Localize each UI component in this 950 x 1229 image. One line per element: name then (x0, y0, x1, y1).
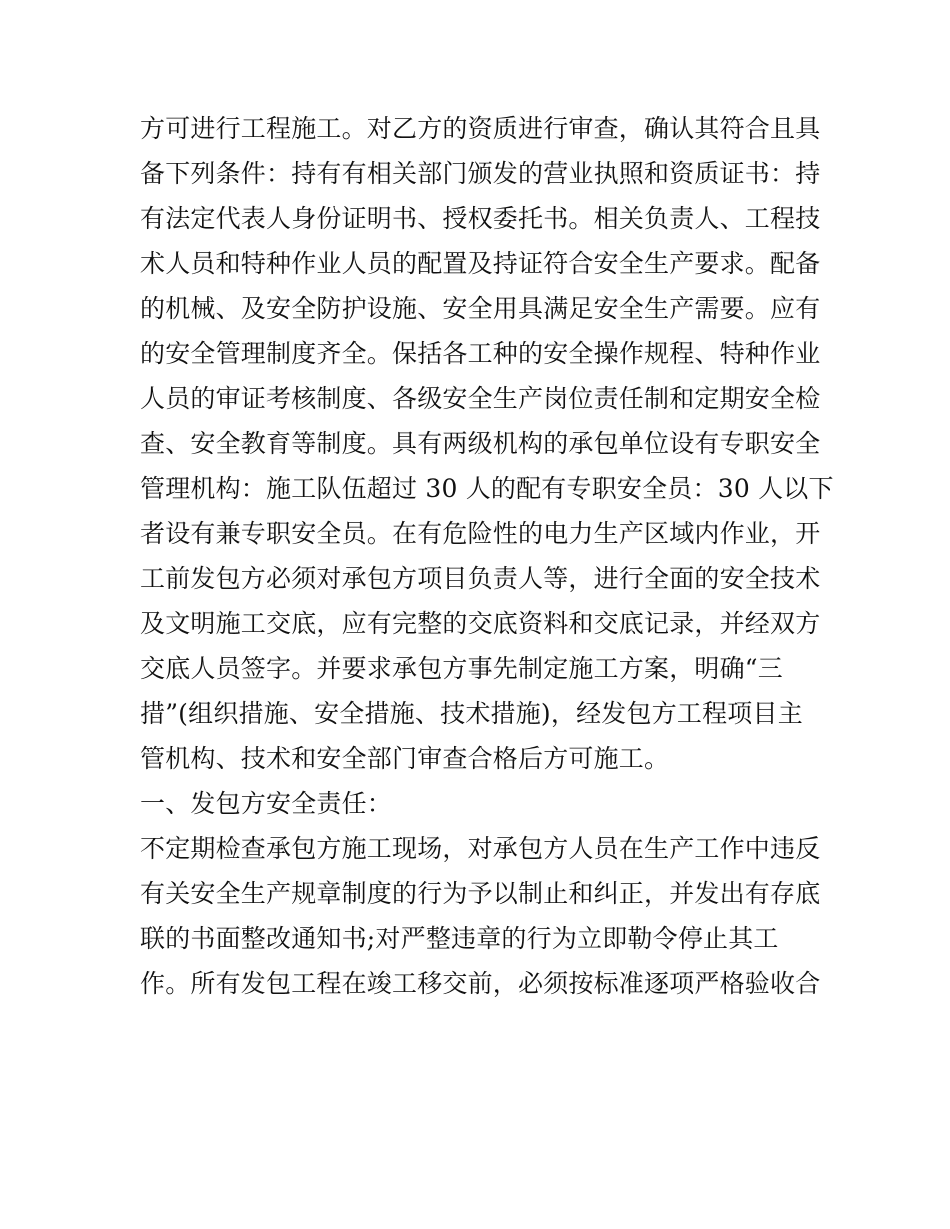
text-line-20: 作。所有发包工程在竣工移交前，必须按标准逐项严格验收合 (140, 969, 821, 998)
text-line-14: 措”(组织措施、安全措施、技术措施)，经发包方工程项目主 (140, 699, 803, 728)
text-line-9: 管理机构：施工队伍超过 30 人的配有专职安全员：30 人以下 (140, 474, 834, 503)
text-line-3: 有法定代表人身份证明书、授权委托书。相关负责人、工程技 (140, 204, 821, 233)
text-line-11: 工前发包方必须对承包方项目负责人等，进行全面的安全技术 (140, 564, 821, 593)
text-line-12: 及文明施工交底，应有完整的交底资料和交底记录，并经双方 (140, 609, 821, 638)
text-line-1: 方可进行工程施工。对乙方的资质进行审查，确认其符合且具 (140, 114, 821, 143)
text-line-17: 不定期检查承包方施工现场，对承包方人员在生产工作中违反 (140, 834, 821, 863)
text-line-15: 管机构、技术和安全部门审查合格后方可施工。 (140, 744, 670, 773)
text-line-19: 联的书面整改通知书;对严整违章的行为立即勒令停止其工 (140, 924, 779, 953)
text-line-18: 有关安全生产规章制度的行为予以制止和纠正，并发出有存底 (140, 879, 821, 908)
text-line-10: 者设有兼专职安全员。在有危险性的电力生产区域内作业，开 (140, 519, 821, 548)
document-body (140, 106, 834, 1006)
section-heading: 一、发包方安全责任： (140, 789, 393, 818)
text-line-6: 的安全管理制度齐全。保括各工种的安全操作规程、特种作业 (140, 339, 821, 368)
text-line-4: 术人员和特种作业人员的配置及持证符合安全生产要求。配备 (140, 249, 821, 278)
text-line-2: 备下列条件：持有有相关部门颁发的营业执照和资质证书：持 (140, 159, 821, 188)
text-line-13: 交底人员签字。并要求承包方事先制定施工方案，明确“三 (140, 654, 783, 683)
text-line-5: 的机械、及安全防护设施、安全用具满足安全生产需要。应有 (140, 294, 821, 323)
text-line-7: 人员的审证考核制度、各级安全生产岗位责任制和定期安全检 (140, 384, 821, 413)
text-line-8: 查、安全教育等制度。具有两级机构的承包单位设有专职安全 (140, 429, 821, 458)
